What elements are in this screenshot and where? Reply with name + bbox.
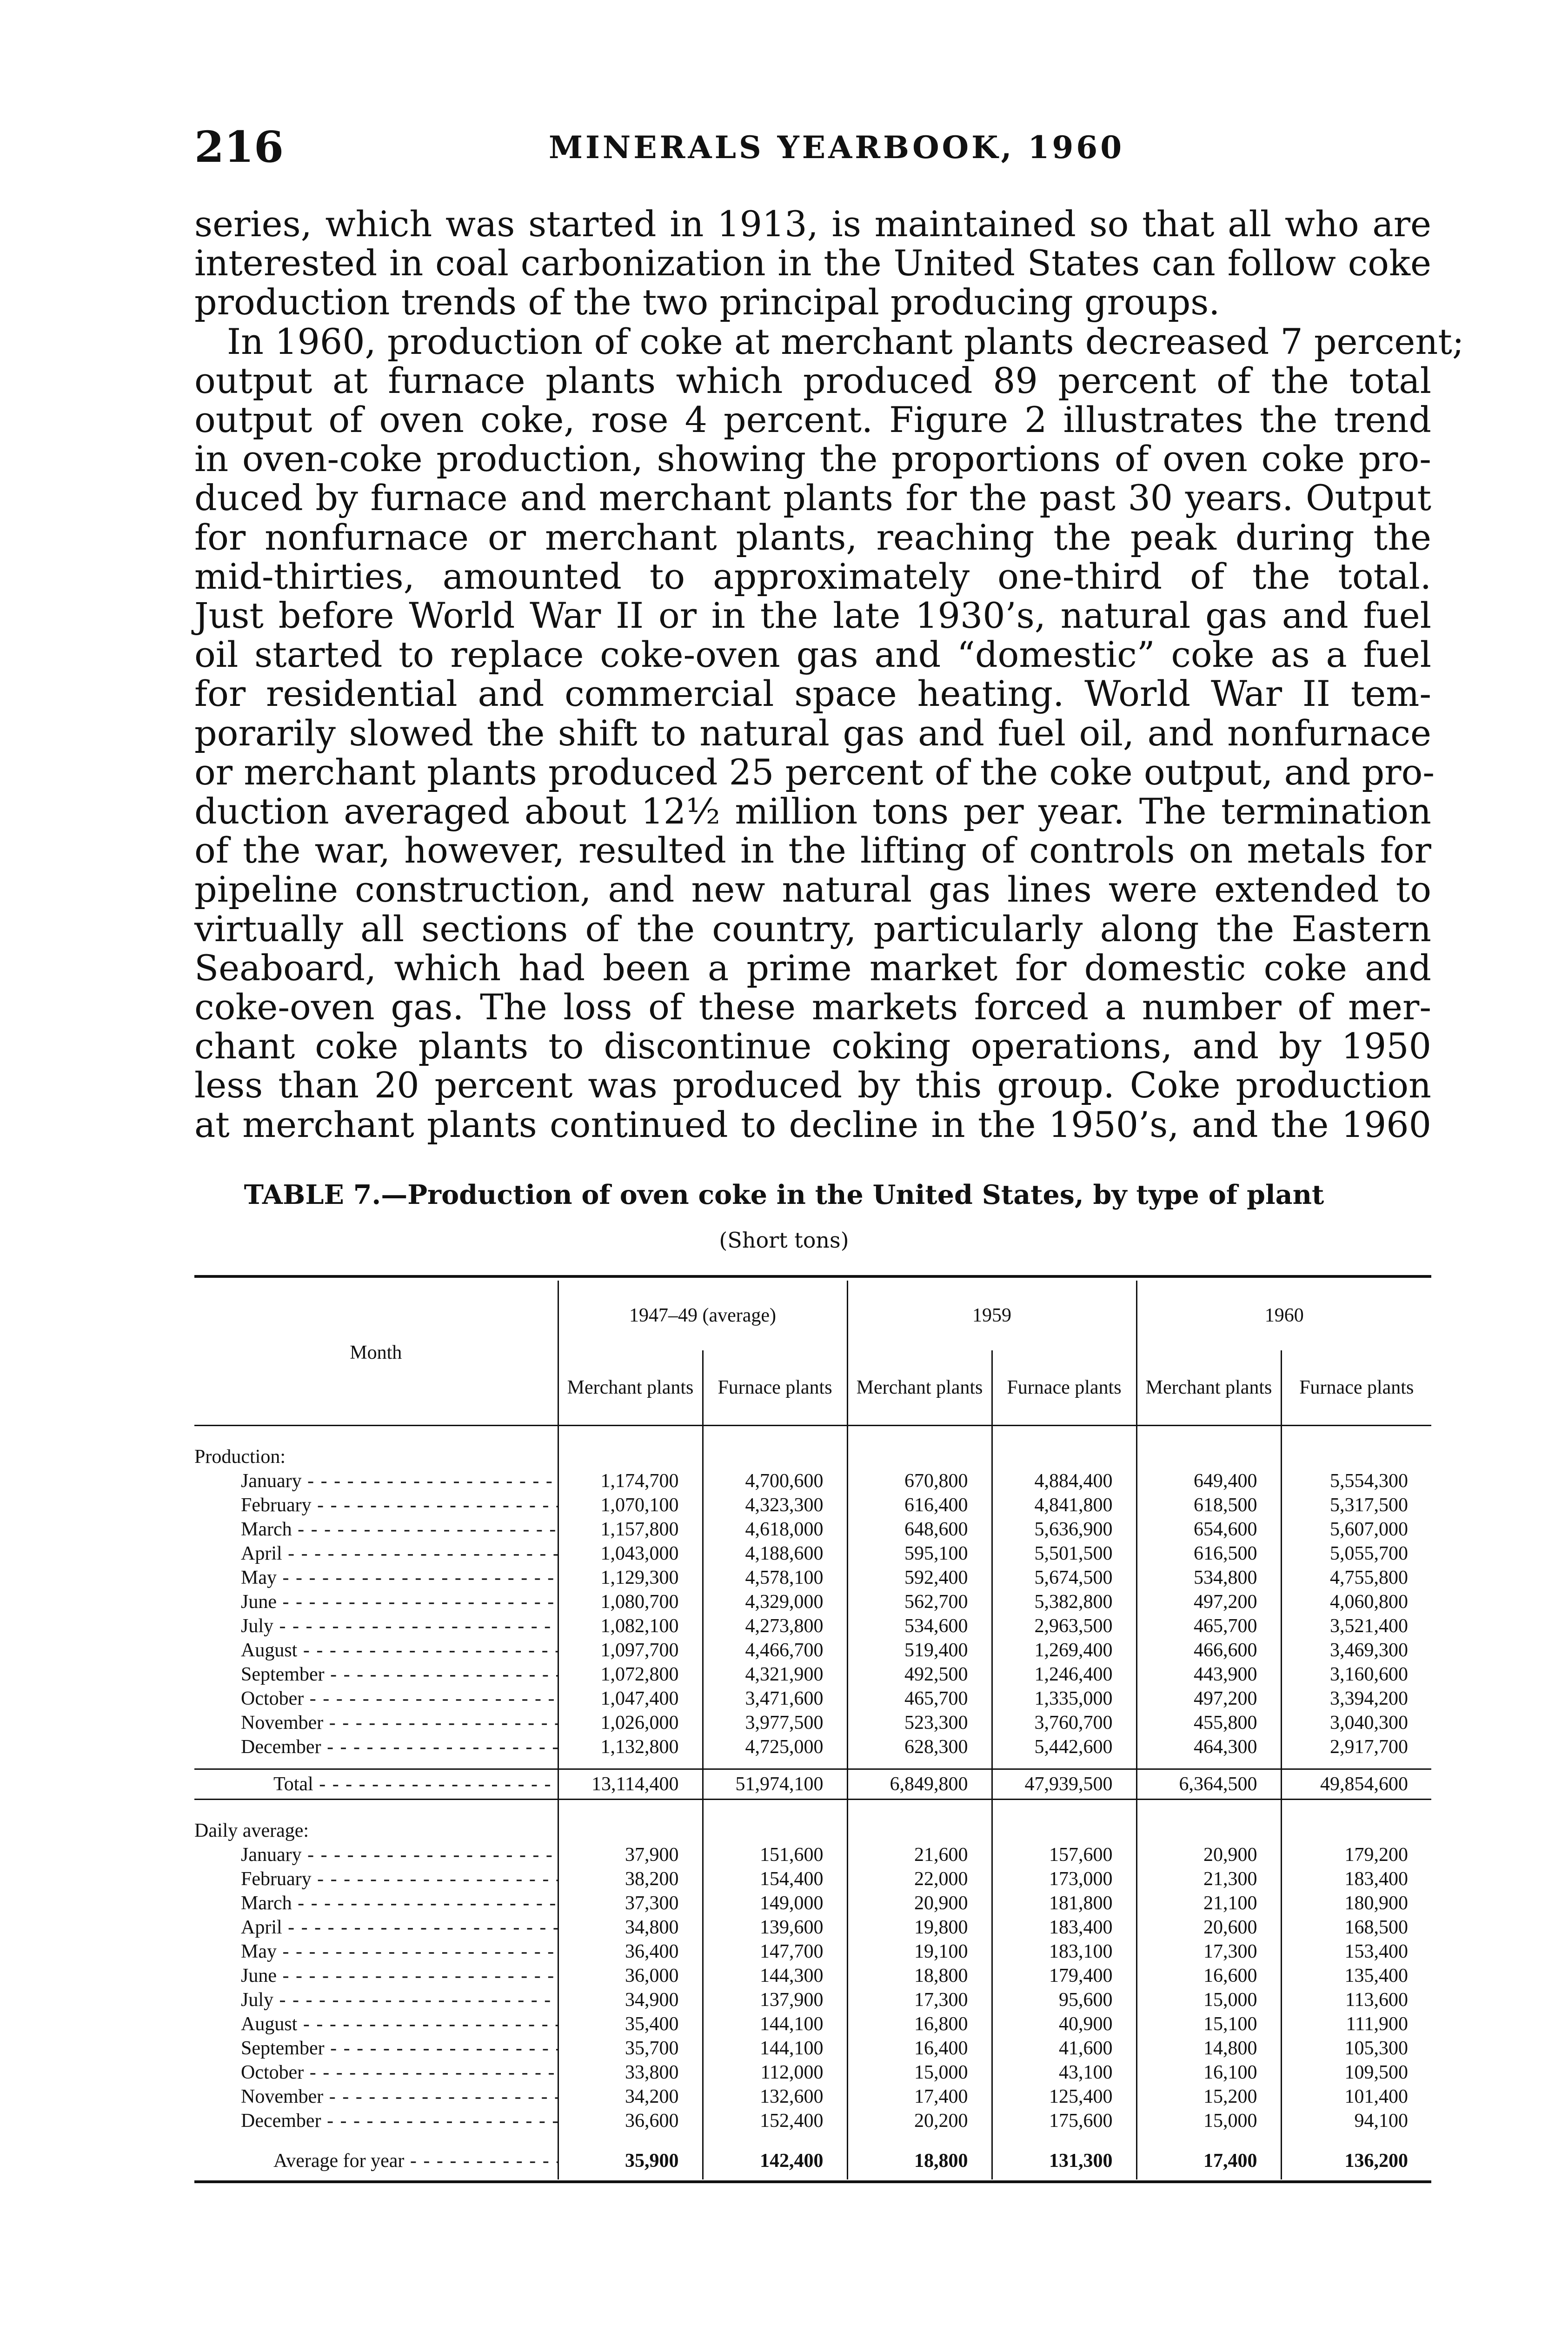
value-cell: 94,100: [1281, 2109, 1431, 2133]
value-cell: 183,400: [1281, 1867, 1431, 1891]
month-name: March - - -: [241, 1893, 558, 1914]
value-cell: 562,700: [847, 1590, 992, 1614]
value-cell: 17,400: [847, 2085, 992, 2109]
value-cell: 4,188,600: [703, 1541, 847, 1566]
value-cell: 519,400: [847, 1638, 992, 1662]
average-value: 136,200: [1281, 2142, 1431, 2179]
value-cell: 179,400: [992, 1964, 1136, 1988]
production-table: [194, 1281, 1431, 2179]
value-cell: 175,600: [992, 2109, 1136, 2133]
value-cell: 1,129,300: [558, 1566, 703, 1590]
table-row: [194, 1915, 1431, 1940]
value-cell: 4,273,800: [703, 1614, 847, 1638]
value-cell: 1,097,700: [558, 1638, 703, 1662]
table-row: [194, 2036, 1431, 2060]
col-header-merchant: Merchant plants: [558, 1350, 703, 1426]
month-label: [194, 1735, 558, 1759]
body-line: virtually all sections of the country, particularly along the Eastern: [194, 908, 1431, 950]
value-cell: 16,800: [847, 2012, 992, 2036]
page-number: 216: [194, 122, 284, 172]
month-label: [194, 1469, 558, 1493]
table-row: [194, 2060, 1431, 2085]
value-cell: 125,400: [992, 2085, 1136, 2109]
average-value: 17,400: [1136, 2142, 1281, 2179]
value-cell: 455,800: [1136, 1711, 1281, 1735]
value-cell: 534,600: [847, 1614, 992, 1638]
value-cell: 21,100: [1136, 1891, 1281, 1915]
value-cell: 41,600: [992, 2036, 1136, 2060]
value-cell: 1,246,400: [992, 1662, 1136, 1687]
value-cell: 4,755,800: [1281, 1566, 1431, 1590]
table-row: [194, 1891, 1431, 1915]
month-name: December - - -: [241, 1736, 558, 1758]
month-label: [194, 1614, 558, 1638]
body-line: chant coke plants to discontinue coking operations, and by 1950: [194, 1025, 1431, 1067]
body-line: porarily slowed the shift to natural gas and fuel oil, and nonfurnace: [194, 712, 1431, 754]
spacer-row: [194, 1759, 1431, 1769]
daily-average-section-label: [194, 1819, 1431, 1843]
value-cell: 5,442,600: [992, 1735, 1136, 1759]
value-cell: 149,000: [703, 1891, 847, 1915]
section-label: Production:: [194, 1446, 286, 1468]
value-cell: 4,321,900: [703, 1662, 847, 1687]
table-row: [194, 1566, 1431, 1590]
body-line: Just before World War II or in the late 1930’s, natural gas and fuel: [194, 595, 1431, 637]
table-top-rule: [194, 1275, 1431, 1278]
value-cell: 36,600: [558, 2109, 703, 2133]
body-line: at merchant plants continued to decline in the 1950’s, and the 1960: [194, 1103, 1431, 1145]
value-cell: 135,400: [1281, 1964, 1431, 1988]
body-line: In 1960, production of coke at merchant plants decreased 7 percent;: [227, 320, 1464, 362]
value-cell: 37,300: [558, 1891, 703, 1915]
value-cell: 465,700: [847, 1687, 992, 1711]
month-label: [194, 1940, 558, 1964]
month-name: November - - -: [241, 1712, 558, 1734]
group-header-1947-49: 1947–49 (average): [558, 1281, 847, 1350]
month-label: [194, 1843, 558, 1867]
average-value: 131,300: [992, 2142, 1136, 2179]
table-row: [194, 1711, 1431, 1735]
average-value: 142,400: [703, 2142, 847, 2179]
value-cell: 534,800: [1136, 1566, 1281, 1590]
table-row: [194, 2012, 1431, 2036]
value-cell: 179,200: [1281, 1843, 1431, 1867]
total-value: 47,939,500: [992, 1769, 1136, 1800]
value-cell: 1,132,800: [558, 1735, 703, 1759]
month-name: June - - -: [241, 1965, 558, 1986]
body-line: coke-oven gas. The loss of these markets forced a number of mer-: [194, 986, 1431, 1028]
table-row: [194, 1590, 1431, 1614]
value-cell: 109,500: [1281, 2060, 1431, 2085]
value-cell: 5,055,700: [1281, 1541, 1431, 1566]
total-value: 51,974,100: [703, 1769, 847, 1800]
value-cell: 5,501,500: [992, 1541, 1136, 1566]
value-cell: 4,700,600: [703, 1469, 847, 1493]
month-label: [194, 2085, 558, 2109]
spacer-row: [194, 1800, 1431, 1819]
value-cell: 3,760,700: [992, 1711, 1136, 1735]
table-row: [194, 1469, 1431, 1493]
value-cell: 19,800: [847, 1915, 992, 1940]
value-cell: 37,900: [558, 1843, 703, 1867]
value-cell: 3,040,300: [1281, 1711, 1431, 1735]
value-cell: 465,700: [1136, 1614, 1281, 1638]
average-label: [194, 2142, 558, 2179]
value-cell: 1,080,700: [558, 1590, 703, 1614]
col-header-furnace: Furnace plants: [1281, 1350, 1431, 1426]
month-label: [194, 1662, 558, 1687]
total-value: 13,114,400: [558, 1769, 703, 1800]
value-cell: 35,400: [558, 2012, 703, 2036]
spacer-row: [194, 2133, 1431, 2142]
production-section-label: [194, 1445, 1431, 1469]
value-cell: 173,000: [992, 1867, 1136, 1891]
month-label: [194, 1590, 558, 1614]
value-cell: 616,500: [1136, 1541, 1281, 1566]
month-label: [194, 2036, 558, 2060]
month-label: [194, 1638, 558, 1662]
value-cell: 3,521,400: [1281, 1614, 1431, 1638]
value-cell: 144,300: [703, 1964, 847, 1988]
month-column-header: Month: [194, 1281, 558, 1426]
value-cell: 1,026,000: [558, 1711, 703, 1735]
value-cell: 4,578,100: [703, 1566, 847, 1590]
month-label: [194, 1891, 558, 1915]
value-cell: 492,500: [847, 1662, 992, 1687]
value-cell: 151,600: [703, 1843, 847, 1867]
value-cell: 105,300: [1281, 2036, 1431, 2060]
total-text: Total - - -: [273, 1774, 558, 1795]
value-cell: 183,400: [992, 1915, 1136, 1940]
value-cell: 15,200: [1136, 2085, 1281, 2109]
value-cell: 40,900: [992, 2012, 1136, 2036]
table-row: [194, 2085, 1431, 2109]
month-name: July - - -: [241, 1615, 558, 1637]
value-cell: 1,070,100: [558, 1493, 703, 1517]
month-label: [194, 2012, 558, 2036]
value-cell: 22,000: [847, 1867, 992, 1891]
group-header-1960: 1960: [1136, 1281, 1431, 1350]
value-cell: 18,800: [847, 1964, 992, 1988]
table-row: [194, 1843, 1431, 1867]
value-cell: 4,884,400: [992, 1469, 1136, 1493]
value-cell: 670,800: [847, 1469, 992, 1493]
month-label: [194, 1915, 558, 1940]
table-row: [194, 1687, 1431, 1711]
table-row: [194, 1867, 1431, 1891]
month-name: January - - -: [241, 1470, 558, 1492]
col-header-furnace: Furnace plants: [992, 1350, 1136, 1426]
month-name: July - - -: [241, 1989, 558, 2011]
total-value: 6,364,500: [1136, 1769, 1281, 1800]
month-name: November - - -: [241, 2086, 558, 2107]
value-cell: 5,317,500: [1281, 1493, 1431, 1517]
value-cell: 1,043,000: [558, 1541, 703, 1566]
value-cell: 34,900: [558, 1988, 703, 2012]
value-cell: 153,400: [1281, 1940, 1431, 1964]
value-cell: 3,160,600: [1281, 1662, 1431, 1687]
body-line: duction averaged about 12½ million tons per year. The termination: [194, 790, 1431, 832]
value-cell: 628,300: [847, 1735, 992, 1759]
month-name: August - - -: [241, 2013, 558, 2035]
value-cell: 5,674,500: [992, 1566, 1136, 1590]
month-label: [194, 2109, 558, 2133]
table-row: [194, 1988, 1431, 2012]
body-line: output at furnace plants which produced 89 percent of the total: [194, 359, 1431, 401]
table-row: [194, 1638, 1431, 1662]
value-cell: 139,600: [703, 1915, 847, 1940]
body-line: less than 20 percent was produced by this group. Coke production: [194, 1064, 1431, 1106]
month-label: [194, 2060, 558, 2085]
month-name: February - - -: [241, 1868, 558, 1890]
value-cell: 1,157,800: [558, 1517, 703, 1541]
value-cell: 20,900: [847, 1891, 992, 1915]
table-row: [194, 1964, 1431, 1988]
month-name: August - - -: [241, 1640, 558, 1661]
value-cell: 20,600: [1136, 1915, 1281, 1940]
value-cell: 157,600: [992, 1843, 1136, 1867]
value-cell: 183,100: [992, 1940, 1136, 1964]
value-cell: 1,269,400: [992, 1638, 1136, 1662]
value-cell: 5,382,800: [992, 1590, 1136, 1614]
table-row: [194, 1614, 1431, 1638]
body-line: oil started to replace coke-oven gas and “domestic” coke as a fuel: [194, 634, 1431, 676]
body-line: series, which was started in 1913, is maintained so that all who are: [194, 203, 1431, 245]
col-header-merchant: Merchant plants: [1136, 1350, 1281, 1426]
table-title: TABLE 7.—Production of oven coke in the United States, by type of plant: [244, 1179, 1324, 1210]
value-cell: 16,400: [847, 2036, 992, 2060]
value-cell: 1,335,000: [992, 1687, 1136, 1711]
value-cell: 111,900: [1281, 2012, 1431, 2036]
value-cell: 16,600: [1136, 1964, 1281, 1988]
body-line: for residential and commercial space heating. World War II tem-: [194, 673, 1431, 715]
value-cell: 648,600: [847, 1517, 992, 1541]
value-cell: 168,500: [1281, 1915, 1431, 1940]
month-name: December - - -: [241, 2110, 558, 2132]
value-cell: 36,400: [558, 1940, 703, 1964]
month-label: [194, 1964, 558, 1988]
total-value: 6,849,800: [847, 1769, 992, 1800]
value-cell: 649,400: [1136, 1469, 1281, 1493]
value-cell: 154,400: [703, 1867, 847, 1891]
average-value: 18,800: [847, 2142, 992, 2179]
total-label: [194, 1769, 558, 1800]
value-cell: 1,082,100: [558, 1614, 703, 1638]
value-cell: 616,400: [847, 1493, 992, 1517]
average-for-year-row: [194, 2142, 1431, 2179]
value-cell: 497,200: [1136, 1687, 1281, 1711]
value-cell: 466,600: [1136, 1638, 1281, 1662]
table-bottom-rule: [194, 2180, 1431, 2183]
month-label: [194, 1687, 558, 1711]
month-name: October - - -: [241, 1688, 558, 1709]
value-cell: 38,200: [558, 1867, 703, 1891]
value-cell: 33,800: [558, 2060, 703, 2085]
value-cell: 17,300: [1136, 1940, 1281, 1964]
value-cell: 15,100: [1136, 2012, 1281, 2036]
value-cell: 3,471,600: [703, 1687, 847, 1711]
value-cell: 181,800: [992, 1891, 1136, 1915]
table-row: [194, 1662, 1431, 1687]
value-cell: 180,900: [1281, 1891, 1431, 1915]
running-title: MINERALS YEARBOOK, 1960: [549, 129, 1125, 166]
value-cell: 4,725,000: [703, 1735, 847, 1759]
value-cell: 20,900: [1136, 1843, 1281, 1867]
value-cell: 4,329,000: [703, 1590, 847, 1614]
month-label: [194, 1493, 558, 1517]
value-cell: 147,700: [703, 1940, 847, 1964]
value-cell: 1,047,400: [558, 1687, 703, 1711]
month-label: [194, 1517, 558, 1541]
month-label: [194, 1988, 558, 2012]
value-cell: 113,600: [1281, 1988, 1431, 2012]
table-units: (Short tons): [719, 1228, 849, 1253]
month-label: [194, 1867, 558, 1891]
value-cell: 95,600: [992, 1988, 1136, 2012]
body-line: Seaboard, which had been a prime market for domestic coke and: [194, 947, 1431, 989]
value-cell: 464,300: [1136, 1735, 1281, 1759]
value-cell: 443,900: [1136, 1662, 1281, 1687]
value-cell: 16,100: [1136, 2060, 1281, 2085]
value-cell: 112,000: [703, 2060, 847, 2085]
month-label: [194, 1566, 558, 1590]
body-line: or merchant plants produced 25 percent of the coke output, and pro-: [194, 751, 1435, 793]
month-name: May - - -: [241, 1941, 558, 1962]
table-row: [194, 1517, 1431, 1541]
value-cell: 132,600: [703, 2085, 847, 2109]
total-value: 49,854,600: [1281, 1769, 1431, 1800]
value-cell: 15,000: [1136, 1988, 1281, 2012]
body-line: mid-thirties, amounted to approximately one-third of the total.: [194, 555, 1431, 597]
value-cell: 17,300: [847, 1988, 992, 2012]
value-cell: 21,600: [847, 1843, 992, 1867]
table-row: [194, 1541, 1431, 1566]
month-label: [194, 1711, 558, 1735]
body-line: output of oven coke, rose 4 percent. Figure 2 illustrates the trend: [194, 399, 1431, 441]
body-paragraphs: [194, 203, 1464, 1145]
value-cell: 595,100: [847, 1541, 992, 1566]
col-header-merchant: Merchant plants: [847, 1350, 992, 1426]
average-text: Average for year - - -: [273, 2150, 558, 2172]
value-cell: 4,323,300: [703, 1493, 847, 1517]
section-label: Daily average:: [194, 1820, 309, 1841]
value-cell: 5,607,000: [1281, 1517, 1431, 1541]
table-row: [194, 2109, 1431, 2133]
month-name: June - - -: [241, 1591, 558, 1613]
value-cell: 19,100: [847, 1940, 992, 1964]
value-cell: 144,100: [703, 2036, 847, 2060]
value-cell: 4,841,800: [992, 1493, 1136, 1517]
value-cell: 2,917,700: [1281, 1735, 1431, 1759]
month-name: February - - -: [241, 1495, 558, 1516]
value-cell: 101,400: [1281, 2085, 1431, 2109]
value-cell: 2,963,500: [992, 1614, 1136, 1638]
table-row: [194, 1735, 1431, 1759]
month-name: January - - -: [241, 1844, 558, 1866]
month-name: March - - -: [241, 1519, 558, 1540]
value-cell: 3,977,500: [703, 1711, 847, 1735]
value-cell: 5,636,900: [992, 1517, 1136, 1541]
value-cell: 618,500: [1136, 1493, 1281, 1517]
value-cell: 15,000: [1136, 2109, 1281, 2133]
body-line: duced by furnace and merchant plants for the past 30 years. Output: [194, 477, 1431, 519]
body-line: interested in coal carbonization in the United States can follow coke: [194, 242, 1431, 284]
value-cell: 152,400: [703, 2109, 847, 2133]
value-cell: 20,200: [847, 2109, 992, 2133]
value-cell: 15,000: [847, 2060, 992, 2085]
table-row: [194, 1493, 1431, 1517]
value-cell: 3,469,300: [1281, 1638, 1431, 1662]
average-value: 35,900: [558, 2142, 703, 2179]
value-cell: 34,800: [558, 1915, 703, 1940]
value-cell: 3,394,200: [1281, 1687, 1431, 1711]
value-cell: 36,000: [558, 1964, 703, 1988]
value-cell: 654,600: [1136, 1517, 1281, 1541]
body-line: of the war, however, resulted in the lifting of controls on metals for: [194, 830, 1431, 871]
month-name: April - - -: [241, 1543, 558, 1564]
month-name: September - - -: [241, 2038, 558, 2059]
value-cell: 21,300: [1136, 1867, 1281, 1891]
total-row: [194, 1769, 1431, 1800]
body-line: for nonfurnace or merchant plants, reaching the peak during the: [194, 516, 1431, 558]
month-name: April - - -: [241, 1917, 558, 1938]
value-cell: 1,174,700: [558, 1469, 703, 1493]
value-cell: 14,800: [1136, 2036, 1281, 2060]
month-name: September - - -: [241, 1664, 558, 1685]
month-label: [194, 1541, 558, 1566]
value-cell: 523,300: [847, 1711, 992, 1735]
value-cell: 592,400: [847, 1566, 992, 1590]
value-cell: 4,618,000: [703, 1517, 847, 1541]
body-line: production trends of the two principal producing groups.: [194, 281, 1220, 323]
col-header-furnace: Furnace plants: [703, 1350, 847, 1426]
body-line: pipeline construction, and new natural gas lines were extended to: [194, 869, 1431, 910]
group-header-1959: 1959: [847, 1281, 1136, 1350]
value-cell: 34,200: [558, 2085, 703, 2109]
value-cell: 43,100: [992, 2060, 1136, 2085]
spacer-row: [194, 1426, 1431, 1445]
value-cell: 35,700: [558, 2036, 703, 2060]
month-name: May - - -: [241, 1567, 558, 1588]
value-cell: 4,060,800: [1281, 1590, 1431, 1614]
value-cell: 5,554,300: [1281, 1469, 1431, 1493]
value-cell: 1,072,800: [558, 1662, 703, 1687]
value-cell: 4,466,700: [703, 1638, 847, 1662]
value-cell: 137,900: [703, 1988, 847, 2012]
value-cell: 497,200: [1136, 1590, 1281, 1614]
body-line: in oven-coke production, showing the proportions of oven coke pro-: [194, 438, 1431, 480]
value-cell: 144,100: [703, 2012, 847, 2036]
month-name: October - - -: [241, 2062, 558, 2083]
table-row: [194, 1940, 1431, 1964]
